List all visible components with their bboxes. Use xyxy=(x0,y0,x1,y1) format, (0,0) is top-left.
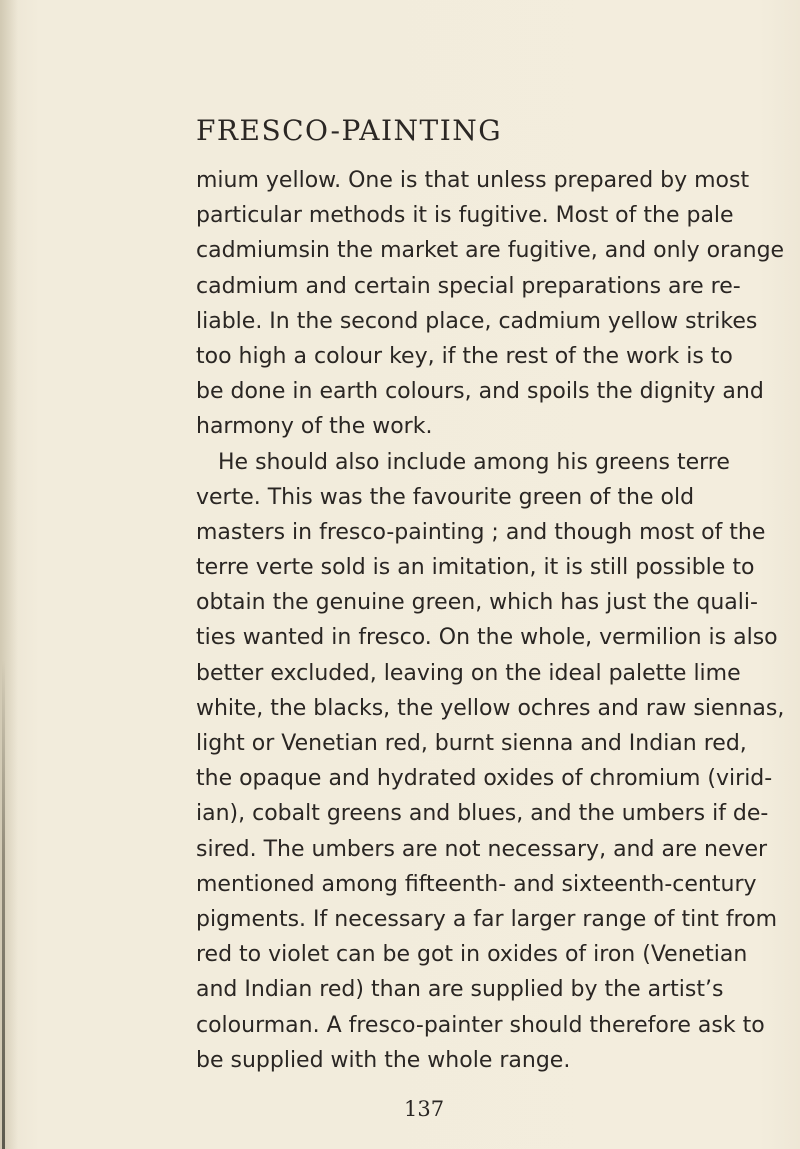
running-head: FRESCO-PAINTING xyxy=(196,114,503,147)
text-line: light or Venetian red, burnt sienna and Indian red, xyxy=(196,731,747,756)
text-line: mentioned among fifteenth- and sixteenth-century xyxy=(196,871,757,897)
text-line: too high a colour key, if the rest of the work is to xyxy=(196,343,733,369)
text-line: mium yellow. One is that unless prepared by most xyxy=(196,168,750,193)
text-line: and Indian red) than are supplied by the artist’s xyxy=(196,977,724,1003)
body-text xyxy=(196,163,785,1078)
text-line: colourman. A fresco-painter should therefore ask to xyxy=(196,1012,765,1038)
text-line: masters in fresco-painting ; and though most of the xyxy=(196,519,766,545)
text-line: better excluded, leaving on the ideal palette lime xyxy=(196,660,741,686)
text-line: the opaque and hydrated oxides of chromium (virid- xyxy=(196,766,773,792)
text-line: white, the blacks, the yellow ochres and raw siennas, xyxy=(196,695,785,721)
text-line: ties wanted in fresco. On the whole, vermilion is also xyxy=(196,625,778,651)
text-line: be done in earth colours, and spoils the dignity and xyxy=(196,379,764,405)
text-line: terre verte sold is an imitation, it is still possible to xyxy=(196,555,755,581)
text-line: pigments. If necessary a far larger range of tint from xyxy=(196,906,778,932)
text-line: cadmiumsin the market are fugitive, and only orange xyxy=(196,238,785,264)
text-line: cadmium and certain special preparations are re- xyxy=(196,273,741,299)
text-line: obtain the genuine green, which has just the quali- xyxy=(196,590,758,616)
page-number: 137 xyxy=(404,1097,445,1121)
text-line: liable. In the second place, cadmium yellow strikes xyxy=(196,308,758,334)
text-line: sired. The umbers are not necessary, and are never xyxy=(196,836,768,862)
text-line: particular methods it is fugitive. Most of the pale xyxy=(196,203,734,229)
text-line: ian), cobalt greens and blues, and the umbers if de- xyxy=(196,801,769,827)
text-line: be supplied with the whole range. xyxy=(196,1047,571,1073)
text-line: harmony of the work. xyxy=(196,414,433,440)
page-edge-mark xyxy=(2,660,5,1149)
text-line: He should also include among his greens terre xyxy=(218,449,730,475)
text-line: red to violet can be got in oxides of iron (Venetian xyxy=(196,942,748,968)
text-line: verte. This was the favourite green of the old xyxy=(196,484,695,510)
